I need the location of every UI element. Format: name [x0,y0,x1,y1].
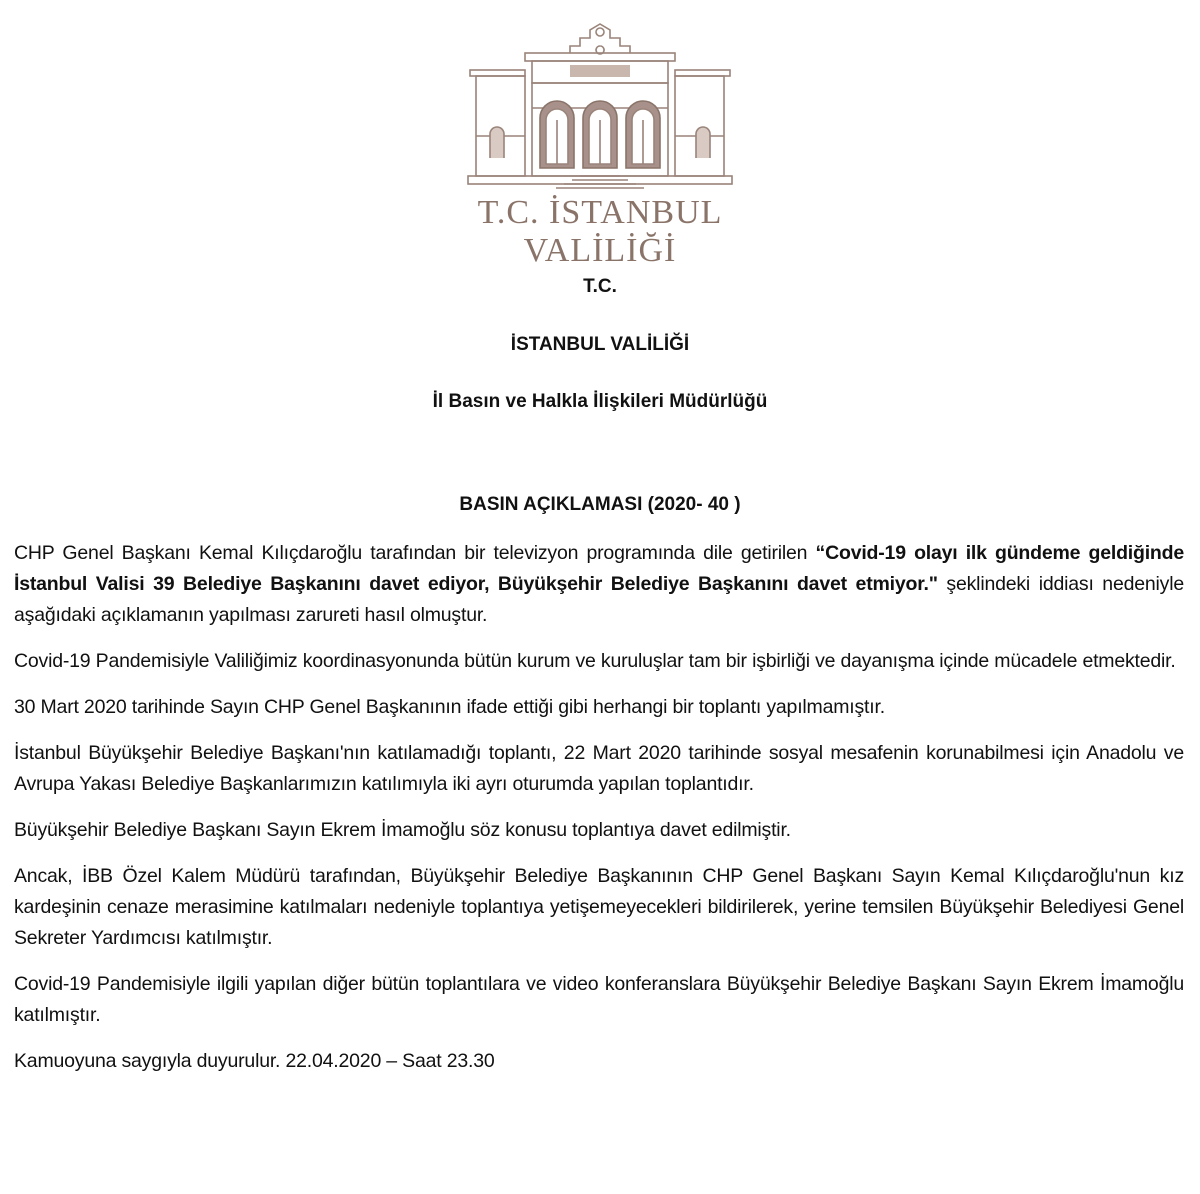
header-tc: T.C. [583,276,617,297]
paragraph-3: 30 Mart 2020 tarihinde Sayın CHP Genel Başkanının ifade ettiği gibi herhangi bir toplantı yapılmamıştır. [14,696,885,718]
paragraph-1-quote: “Covid-19 olayı ilk gündeme geldiğinde İstanbul Valisi 39 Belediye Başkanını davet ediyor, Büyükşehir Belediye Başkanını davet etmiyor." [14,542,1185,595]
closing-line: Kamuoyuna saygıyla duyurulur. 22.04.2020 – Saat 23.30 [14,1050,495,1072]
paragraph-5: Büyükşehir Belediye Başkanı Sayın Ekrem İmamoğlu söz konusu toplantıya davet edilmiştir. [14,819,791,841]
paragraph-6: Ancak, İBB Özel Kalem Müdürü tarafından, Büyükşehir Belediye Başkanının CHP Genel Başkanı Sayın Kemal Kılıçdaroğlu'nun kız kardeşinin cenaze merasimine katılmaları nedeniyle toplantıya yetişemeyecekleri bildirilerek, yerine temsilen Büyükşehir Belediyesi Genel Sekreter Yardımcısı katılmıştır. [14,865,1184,949]
governorship-building-icon [440,8,760,194]
logo-caption: T.C. İSTANBUL VALİLİĞİ [477,194,723,269]
paragraph-1-outro: şeklindeki iddiası nedeniyle aşağıdaki açıklamanın yapılması zarureti hasıl olmuştur. [14,573,1184,626]
header-governorship: İSTANBUL VALİLİĞİ [510,334,690,355]
press-release-title: BASIN AÇIKLAMASI (2020- 40 ) [459,494,741,515]
istanbul-governorship-logo [440,8,760,269]
paragraph-1-intro: CHP Genel Başkanı Kemal Kılıçdaroğlu tarafından bir televizyon programında dile getirilen [14,542,816,564]
header-directorate: İl Basın ve Halkla İlişkileri Müdürlüğü [432,391,768,412]
paragraph-2: Covid-19 Pandemisiyle Valiliğimiz koordinasyonunda bütün kurum ve kuruluşlar tam bir işbirliği ve dayanışma içinde mücadele etmektedir. [14,650,1176,672]
press-release-body [14,538,1184,1092]
paragraph-7: Covid-19 Pandemisiyle ilgili yapılan diğer bütün toplantılara ve video konferanslara Büyükşehir Belediye Başkanı Sayın Ekrem İmamoğlu katılmıştır. [14,973,1184,1026]
paragraph-4: İstanbul Büyükşehir Belediye Başkanı'nın katılamadığı toplantı, 22 Mart 2020 tarihinde sosyal mesafenin korunabilmesi için Anadolu ve Avrupa Yakası Belediye Başkanlarımızın katılımıyla iki ayrı oturumda yapılan toplantıdır. [14,742,1184,795]
paragraph-1 [14,538,1184,631]
